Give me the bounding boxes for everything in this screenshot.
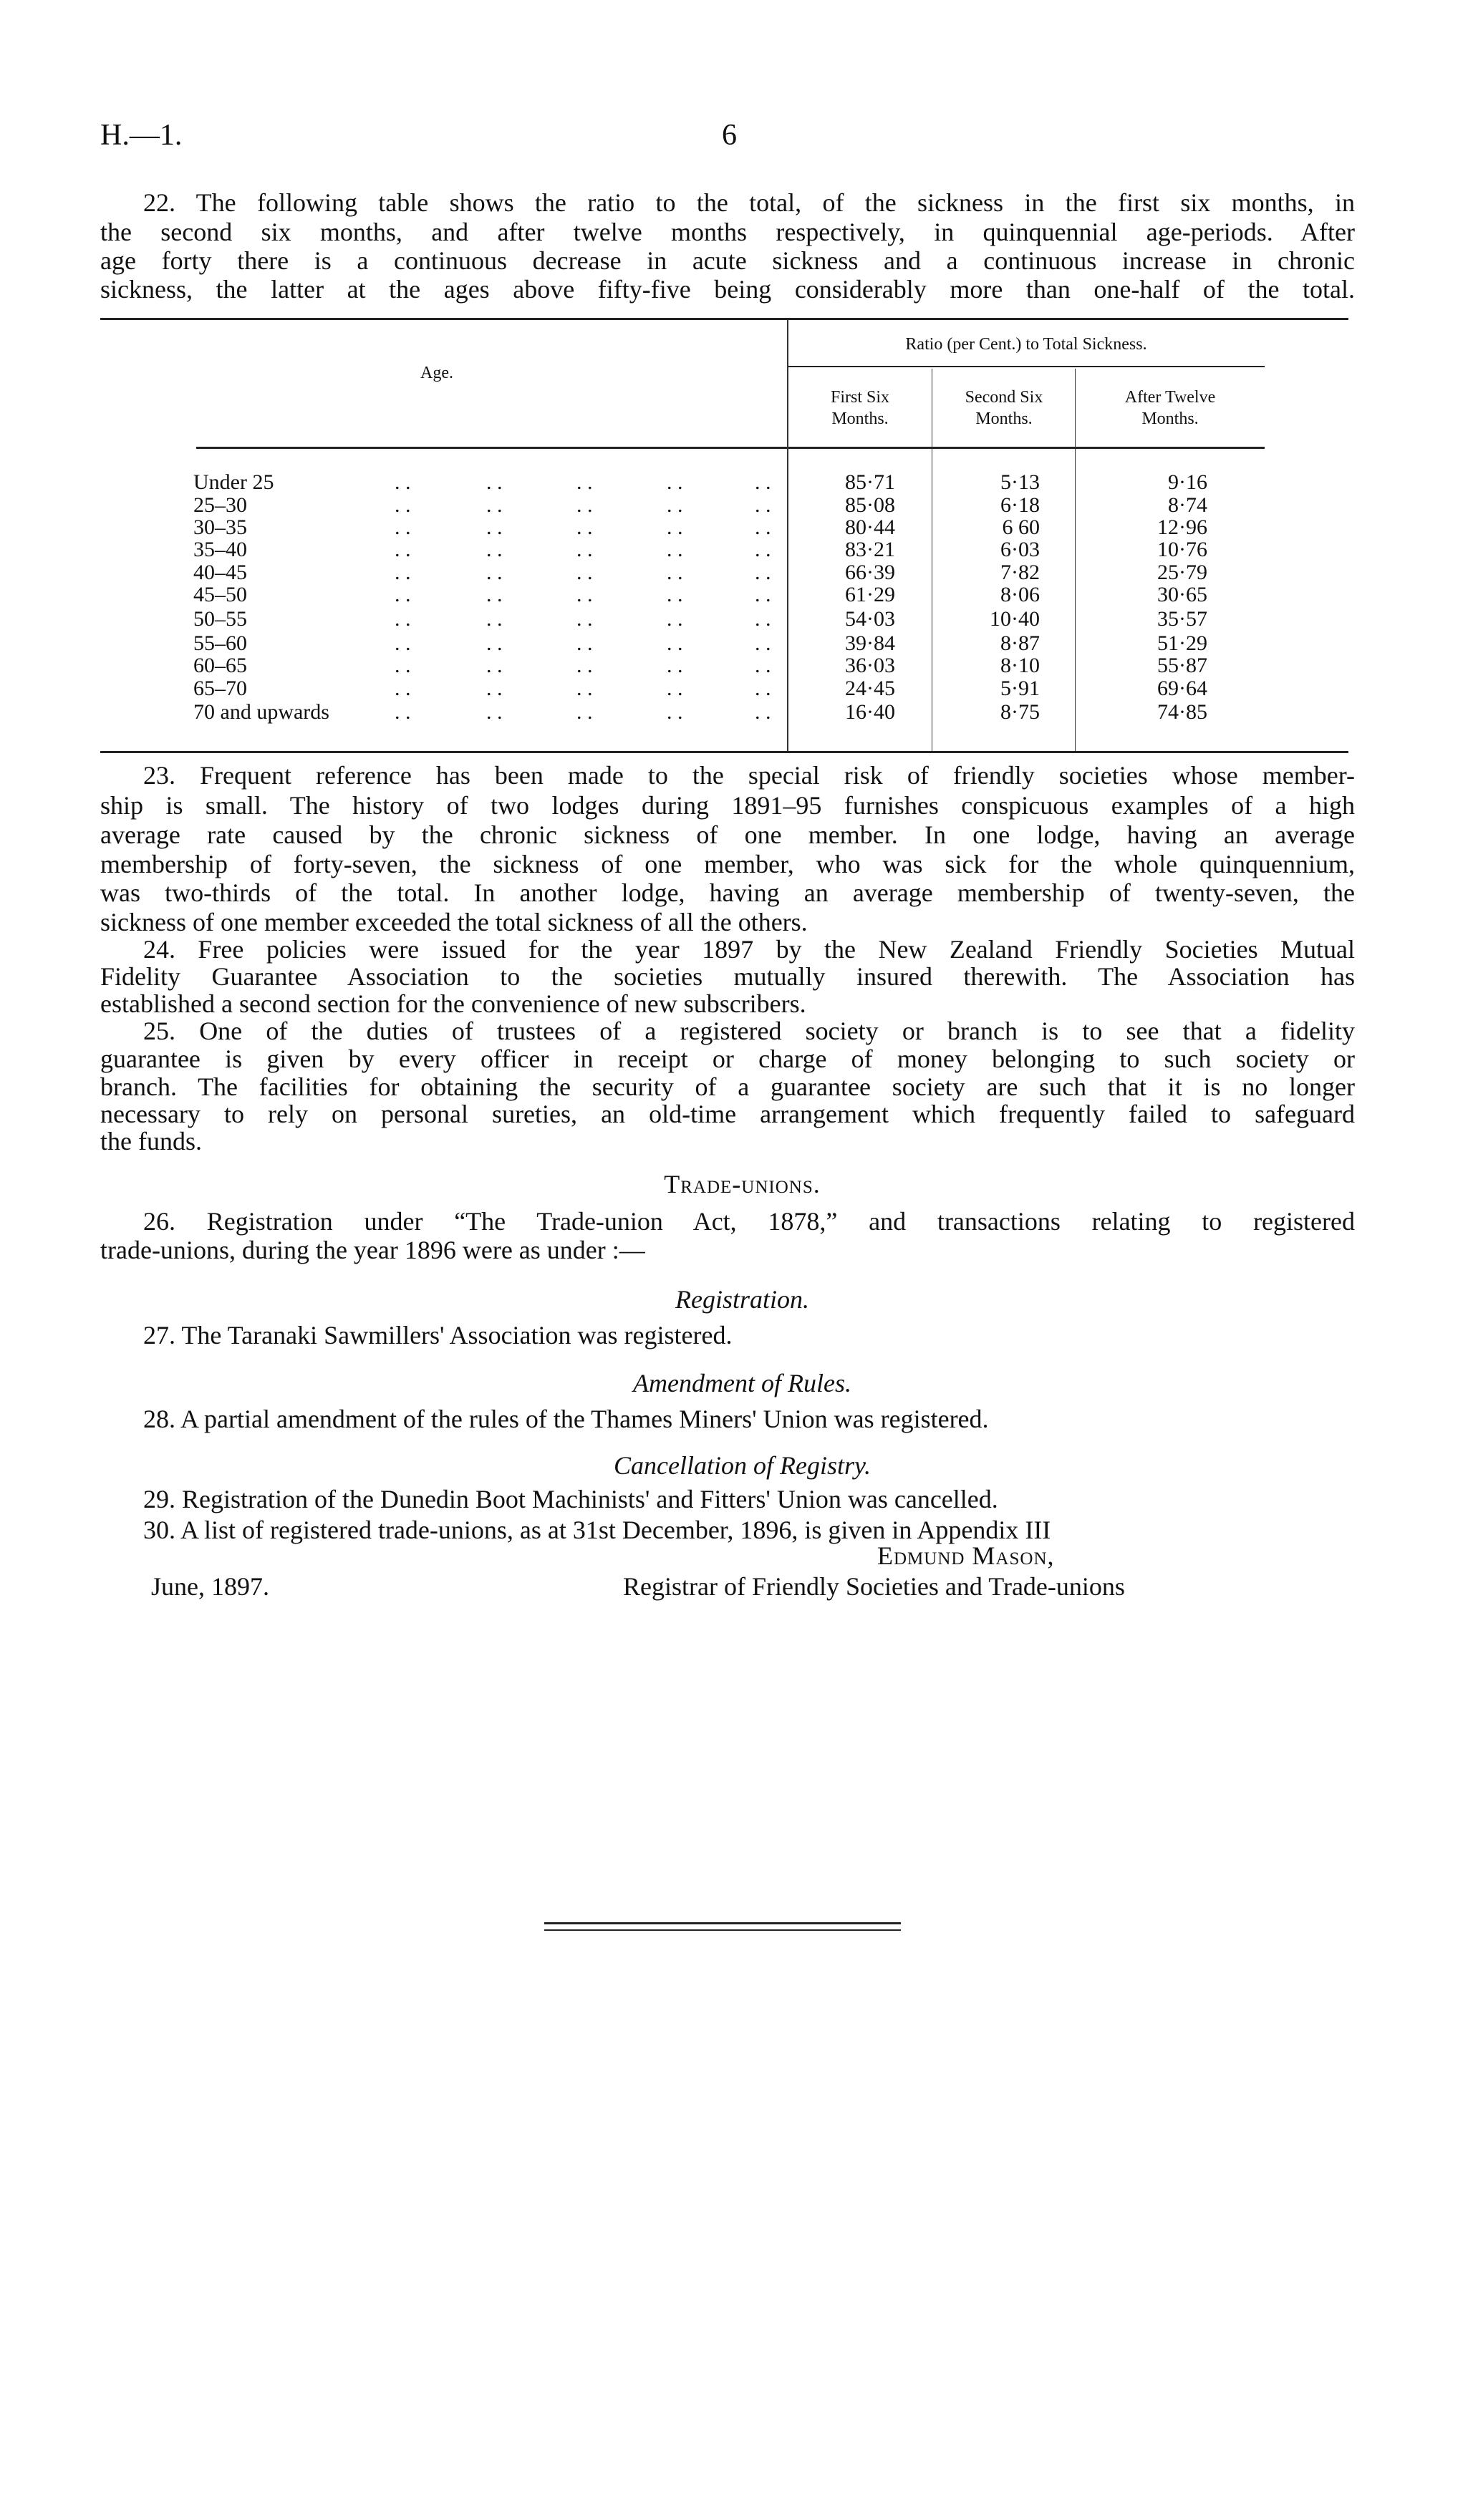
leader-dots: . . [667,493,683,517]
page-number: 6 [722,119,737,152]
leader-dots: . . [486,654,503,677]
paragraph-25-line: 25. One of the duties of trustees of a registered society or branch is to see that a fidelity [143,1017,1355,1045]
age-cell: 55–60 [193,631,247,655]
closing-rule [544,1922,901,1924]
signature-title: Registrar of Friendly Societies and Trade-unions [623,1572,1125,1601]
leader-dots: . . [576,583,593,606]
leader-dots: . . [486,607,503,631]
leader-dots: . . [755,561,771,584]
leader-dots: . . [395,493,411,517]
age-cell: 60–65 [193,654,247,677]
leader-dots: . . [576,607,593,631]
leader-dots: . . [755,470,771,494]
leader-dots: . . [755,654,771,677]
leader-dots: . . [667,538,683,561]
leader-dots: . . [486,677,503,700]
leader-dots: . . [755,607,771,631]
paragraph-22-line: age forty there is a continuous decrease in acute sickness and a continuous increase in chronic [100,246,1355,275]
column-header-line: Months. [1141,410,1199,428]
age-cell: 40–45 [193,561,247,584]
ratio-cell: 6·03 [1000,538,1040,561]
signature-date: June, 1897. [151,1572,269,1601]
paragraph-23-line: membership of forty-seven, the sickness of one member, who was sick for the whole quinquennium, [100,850,1355,878]
table-top-rule [100,318,1348,320]
paragraph-23-line: 23. Frequent reference has been made to the special risk of friendly societies whose member- [143,761,1355,790]
leader-dots: . . [395,631,411,655]
leader-dots: . . [576,515,593,539]
ratio-cell: 12·96 [1157,515,1207,539]
ratio-cell: 8·87 [1000,631,1040,655]
ratio-cell: 8·10 [1000,654,1040,677]
column-header-line: Months. [831,410,889,428]
leader-dots: . . [576,700,593,724]
ratio-cell: 85·71 [845,470,895,494]
paragraph-27: 27. The Taranaki Sawmillers' Association was registered. [143,1321,733,1349]
ratio-cell: 7·82 [1000,561,1040,584]
leader-dots: . . [576,654,593,677]
leader-dots: . . [395,654,411,677]
age-cell: 70 and upwards [193,700,329,724]
ratio-cell: 16·40 [845,700,895,724]
leader-dots: . . [576,493,593,517]
age-cell: 30–35 [193,515,247,539]
leader-dots: . . [576,561,593,584]
leader-dots: . . [576,631,593,655]
age-cell: 65–70 [193,677,247,700]
leader-dots: . . [395,538,411,561]
ratio-cell: 6 60 [1002,515,1040,539]
column-header-line: Months. [975,410,1033,428]
paragraph-23-line: was two-thirds of the total. In another lodge, having an average membership of twenty-seven, the [100,878,1355,907]
ratio-cell: 10·76 [1157,538,1207,561]
leader-dots: . . [667,700,683,724]
column-header-first-six-months [788,387,932,430]
paragraph-24-line: 24. Free policies were issued for the year 1897 by the New Zealand Friendly Societies Mutual [143,935,1355,964]
column-divider [787,320,788,751]
leader-dots: . . [755,493,771,517]
column-header-after-twelve-months [1076,387,1265,430]
age-cell: Under 25 [193,470,274,494]
ratio-cell: 55·87 [1157,654,1207,677]
paragraph-22-line: 22. The following table shows the ratio to the total, of the sickness in the first six months, in [143,188,1355,217]
leader-dots: . . [486,561,503,584]
paragraph-24-line: established a second section for the convenience of new subscribers. [100,989,806,1018]
ratio-group-header: Ratio (per Cent.) to Total Sickness. [905,335,1147,354]
paragraph-25-line: branch. The facilities for obtaining the security of a guarantee society are such that it is no longer [100,1072,1355,1101]
paragraph-23-line: sickness of one member exceeded the total sickness of all the others. [100,908,808,936]
table-bottom-rule [100,751,1348,753]
registration-heading: Registration. [675,1285,809,1314]
ratio-cell: 25·79 [1157,561,1207,584]
ratio-cell: 5·13 [1000,470,1040,494]
paragraph-29: 29. Registration of the Dunedin Boot Machinists' and Fitters' Union was cancelled. [143,1485,998,1513]
leader-dots: . . [486,700,503,724]
leader-dots: . . [395,561,411,584]
leader-dots: . . [395,515,411,539]
ratio-cell: 6·18 [1000,493,1040,517]
leader-dots: . . [667,654,683,677]
leader-dots: . . [755,631,771,655]
age-cell: 25–30 [193,493,247,517]
leader-dots: . . [667,677,683,700]
paragraph-25-line: guarantee is given by every officer in receipt or charge of money belonging to such society or [100,1045,1355,1073]
column-header-line: Second Six [965,388,1043,407]
group-header-rule [788,366,1265,367]
ratio-cell: 61·29 [845,583,895,606]
paragraph-22-line: sickness, the latter at the ages above fifty-five being considerably more than one-half of the total. [100,275,1355,304]
leader-dots: . . [755,700,771,724]
signature-name: Edmund Mason, [877,1541,1055,1570]
cancellation-heading: Cancellation of Registry. [614,1451,871,1480]
leader-dots: . . [486,583,503,606]
ratio-cell: 80·44 [845,515,895,539]
leader-dots: . . [395,470,411,494]
amendment-heading: Amendment of Rules. [633,1369,851,1397]
paragraph-26-line: trade-unions, during the year 1896 were as under :— [100,1236,645,1264]
leader-dots: . . [395,583,411,606]
leader-dots: . . [395,607,411,631]
ratio-cell: 8·75 [1000,700,1040,724]
leader-dots: . . [667,631,683,655]
ratio-cell: 30·65 [1157,583,1207,606]
column-header-second-six-months [932,387,1076,430]
column-header-line: After Twelve [1124,388,1216,407]
ratio-cell: 51·29 [1157,631,1207,655]
leader-dots: . . [667,515,683,539]
ratio-cell: 35·57 [1157,607,1207,631]
ratio-cell: 10·40 [990,607,1040,631]
paragraph-24-line: Fidelity Guarantee Association to the societies mutually insured therewith. The Association has [100,962,1355,991]
leader-dots: . . [755,677,771,700]
ratio-cell: 24·45 [845,677,895,700]
ratio-cell: 8·74 [1168,493,1207,517]
trade-unions-heading: Trade-unions. [664,1170,821,1198]
document-reference: H.—1. [100,119,183,152]
ratio-cell: 66·39 [845,561,895,584]
age-column-header: Age. [420,364,453,382]
ratio-cell: 83·21 [845,538,895,561]
leader-dots: . . [667,561,683,584]
paragraph-22-line: the second six months, and after twelve months respectively, in quinquennial age-periods. After [100,218,1355,246]
paragraph-25-line: the funds. [100,1127,202,1155]
paragraph-23-line: ship is small. The history of two lodges during 1891–95 furnishes conspicuous examples of a high [100,791,1355,820]
ratio-cell: 8·06 [1000,583,1040,606]
leader-dots: . . [576,677,593,700]
header-bottom-rule [196,447,1265,449]
paragraph-28: 28. A partial amendment of the rules of the Thames Miners' Union was registered. [143,1405,989,1433]
leader-dots: . . [395,700,411,724]
leader-dots: . . [755,538,771,561]
age-cell: 45–50 [193,583,247,606]
leader-dots: . . [486,631,503,655]
leader-dots: . . [667,583,683,606]
leader-dots: . . [667,607,683,631]
ratio-cell: 54·03 [845,607,895,631]
age-cell: 50–55 [193,607,247,631]
paragraph-23-line: average rate caused by the chronic sickness of one member. In one lodge, having an average [100,820,1355,849]
leader-dots: . . [486,538,503,561]
ratio-cell: 39·84 [845,631,895,655]
leader-dots: . . [486,515,503,539]
ratio-cell: 74·85 [1157,700,1207,724]
leader-dots: . . [755,583,771,606]
leader-dots: . . [486,470,503,494]
leader-dots: . . [395,677,411,700]
leader-dots: . . [486,493,503,517]
ratio-cell: 85·08 [845,493,895,517]
paragraph-26-line: 26. Registration under “The Trade-union Act, 1878,” and transactions relating to registered [143,1207,1355,1236]
leader-dots: . . [576,470,593,494]
ratio-cell: 69·64 [1157,677,1207,700]
leader-dots: . . [667,470,683,494]
closing-rule [544,1929,901,1931]
paragraph-25-line: necessary to rely on personal sureties, an old-time arrangement which frequently failed to safeguard [100,1100,1355,1128]
leader-dots: . . [755,515,771,539]
ratio-cell: 5·91 [1000,677,1040,700]
column-header-line: First Six [830,388,890,407]
ratio-cell: 9·16 [1168,470,1207,494]
ratio-cell: 36·03 [845,654,895,677]
leader-dots: . . [576,538,593,561]
paragraph-30: 30. A list of registered trade-unions, as at 31st December, 1896, is given in Appendix III [143,1516,1051,1544]
age-cell: 35–40 [193,538,247,561]
